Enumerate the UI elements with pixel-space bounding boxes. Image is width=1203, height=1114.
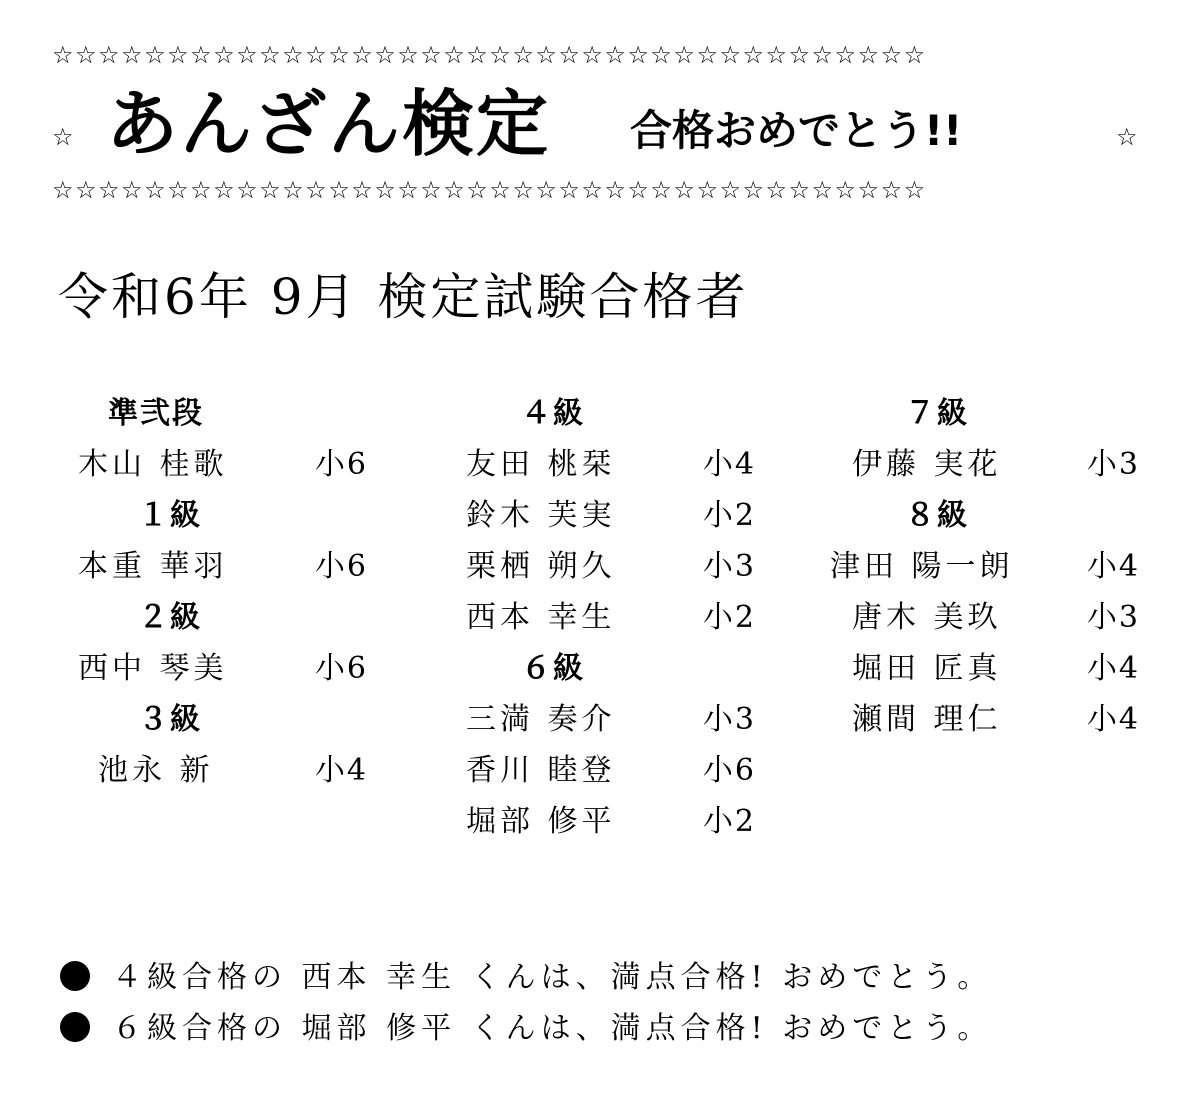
student-name: 本重 華羽	[78, 549, 228, 584]
grade-heading: ４級	[521, 396, 585, 431]
student-name: 瀬間 理仁	[852, 702, 1002, 737]
list-item	[78, 541, 368, 592]
list-item	[830, 643, 1140, 694]
school-grade: 小6	[702, 753, 756, 788]
grade-heading: １級	[138, 498, 202, 533]
results-column-3	[830, 388, 1140, 745]
student-name: 伊藤 実花	[852, 447, 1002, 482]
school-grade: 小6	[314, 549, 368, 584]
list-item	[78, 439, 368, 490]
star-border-bottom: ☆☆☆☆☆☆☆☆☆☆☆☆☆☆☆☆☆☆☆☆☆☆☆☆☆☆☆☆☆☆☆☆☆☆☆☆☆☆	[52, 176, 927, 204]
results-column-1	[78, 388, 368, 796]
school-grade: 小4	[702, 447, 756, 482]
grade-heading: ８級	[905, 498, 969, 533]
school-grade: 小3	[702, 702, 756, 737]
student-name: 西中 琴美	[78, 651, 228, 686]
student-name: 木山 桂歌	[78, 447, 228, 482]
list-item	[830, 592, 1140, 643]
school-grade: 小4	[1086, 702, 1140, 737]
list-item	[78, 643, 368, 694]
list-item	[466, 796, 756, 847]
school-grade: 小2	[702, 804, 756, 839]
grade-heading: ７級	[905, 396, 969, 431]
note-line	[60, 955, 992, 1001]
school-grade: 小4	[314, 753, 368, 788]
list-item	[466, 745, 756, 796]
list-item	[466, 439, 756, 490]
school-grade: 小3	[1086, 600, 1140, 635]
student-name: 池永 新	[98, 753, 214, 788]
student-name: 堀田 匠真	[852, 651, 1002, 686]
list-item	[466, 592, 756, 643]
grade-heading: ６級	[521, 651, 585, 686]
results-column-2	[466, 388, 756, 847]
student-name: 鈴木 芙実	[466, 498, 616, 533]
list-item	[466, 541, 756, 592]
student-name: 三満 奏介	[466, 702, 616, 737]
grade-heading: ３級	[138, 702, 202, 737]
student-name: 友田 桃栞	[466, 447, 616, 482]
note-text: ４級合格の 西本 幸生 くんは、満点合格! おめでとう。	[112, 960, 993, 995]
grade-heading: 準弐段	[108, 396, 204, 431]
bullet-icon	[60, 961, 90, 991]
school-grade: 小2	[702, 498, 756, 533]
student-name: 香川 睦登	[466, 753, 616, 788]
student-name: 唐木 美玖	[852, 600, 1002, 635]
school-grade: 小6	[314, 447, 368, 482]
student-name: 栗栖 朔久	[466, 549, 616, 584]
student-name: 堀部 修平	[466, 804, 616, 839]
list-item	[830, 541, 1140, 592]
note-line	[60, 1006, 992, 1052]
list-item	[830, 439, 1140, 490]
star-left-icon: ☆	[52, 123, 74, 151]
star-right-icon: ☆	[1116, 123, 1138, 151]
grade-heading: ２級	[138, 600, 202, 635]
school-grade: 小2	[702, 600, 756, 635]
list-item	[466, 490, 756, 541]
school-grade: 小3	[1086, 447, 1140, 482]
bullet-icon	[60, 1012, 90, 1042]
school-grade: 小3	[702, 549, 756, 584]
school-grade: 小4	[1086, 549, 1140, 584]
school-grade: 小6	[314, 651, 368, 686]
banner-subtitle: 合格おめでとう!!	[630, 106, 963, 155]
list-item	[830, 694, 1140, 745]
student-name: 津田 陽一朗	[830, 549, 1014, 584]
student-name: 西本 幸生	[466, 600, 616, 635]
list-item	[78, 745, 368, 796]
list-item	[466, 694, 756, 745]
page-title: 令和6年 9月 検定試験合格者	[58, 268, 749, 326]
note-text: ６級合格の 堀部 修平 くんは、満点合格! おめでとう。	[112, 1011, 993, 1046]
banner-title: あんざん検定	[106, 82, 551, 166]
school-grade: 小4	[1086, 651, 1140, 686]
star-border-top: ☆☆☆☆☆☆☆☆☆☆☆☆☆☆☆☆☆☆☆☆☆☆☆☆☆☆☆☆☆☆☆☆☆☆☆☆☆☆	[52, 41, 927, 69]
